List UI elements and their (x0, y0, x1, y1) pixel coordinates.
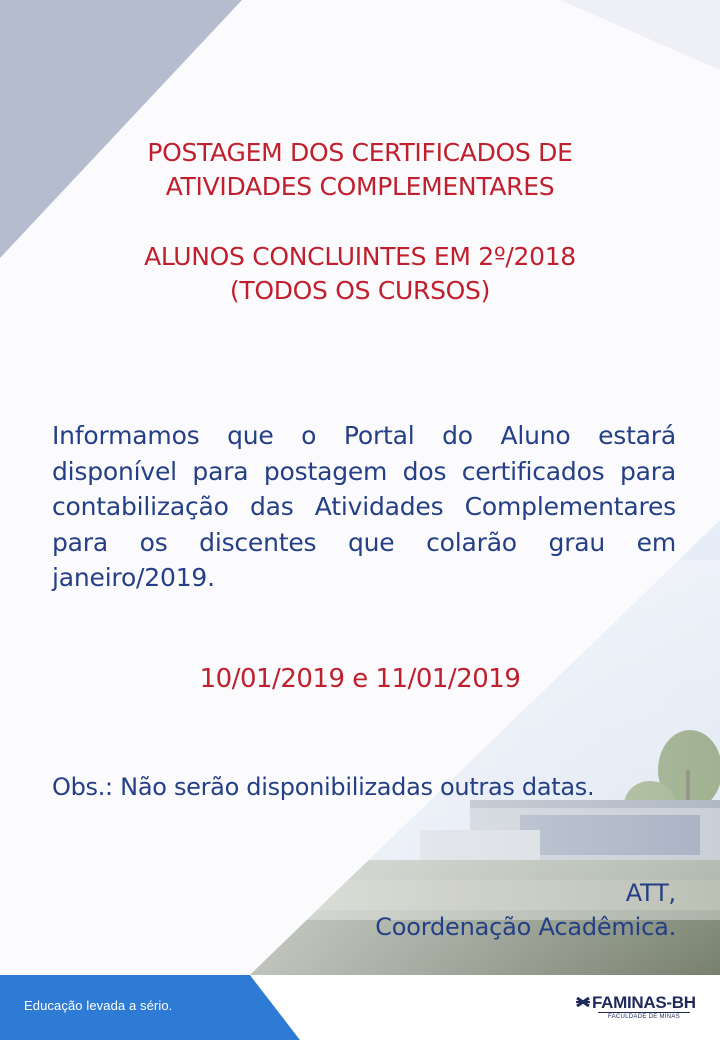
subtitle-line: (TODOS OS CURSOS) (229, 276, 491, 305)
announcement-subtitle (0, 240, 720, 308)
title-line: ATIVIDADES COMPLEMENTARES (165, 172, 555, 201)
logo-star-icon (576, 995, 590, 1009)
announcement-title (0, 136, 720, 204)
logo-tagline: FACULDADE DE MINAS (598, 1012, 690, 1020)
corner-shape-top-left (0, 0, 242, 258)
signature-department: Coordenação Acadêmica. (375, 913, 676, 941)
observation-note: Obs.: Não serão disponibilizadas outras datas. (52, 773, 595, 801)
title-line: POSTAGEM DOS CERTIFICADOS DE (147, 138, 573, 167)
announcement-body: Informamos que o Portal do Aluno estará disponível para postagem dos certificados para contabilização das Atividades Complementares para os discentes que colarão grau em janeiro/2019. (52, 421, 676, 592)
faminas-logo (576, 993, 696, 1019)
posting-dates: 10/01/2019 e 11/01/2019 (199, 664, 521, 694)
signature-greeting: ATT, (625, 879, 676, 907)
logo-name: FAMINAS-BH (592, 993, 696, 1012)
subtitle-line: ALUNOS CONCLUINTES EM 2º/2018 (144, 242, 576, 271)
signature (375, 876, 676, 944)
footer-slogan: Educação levada a sério. (24, 998, 173, 1013)
